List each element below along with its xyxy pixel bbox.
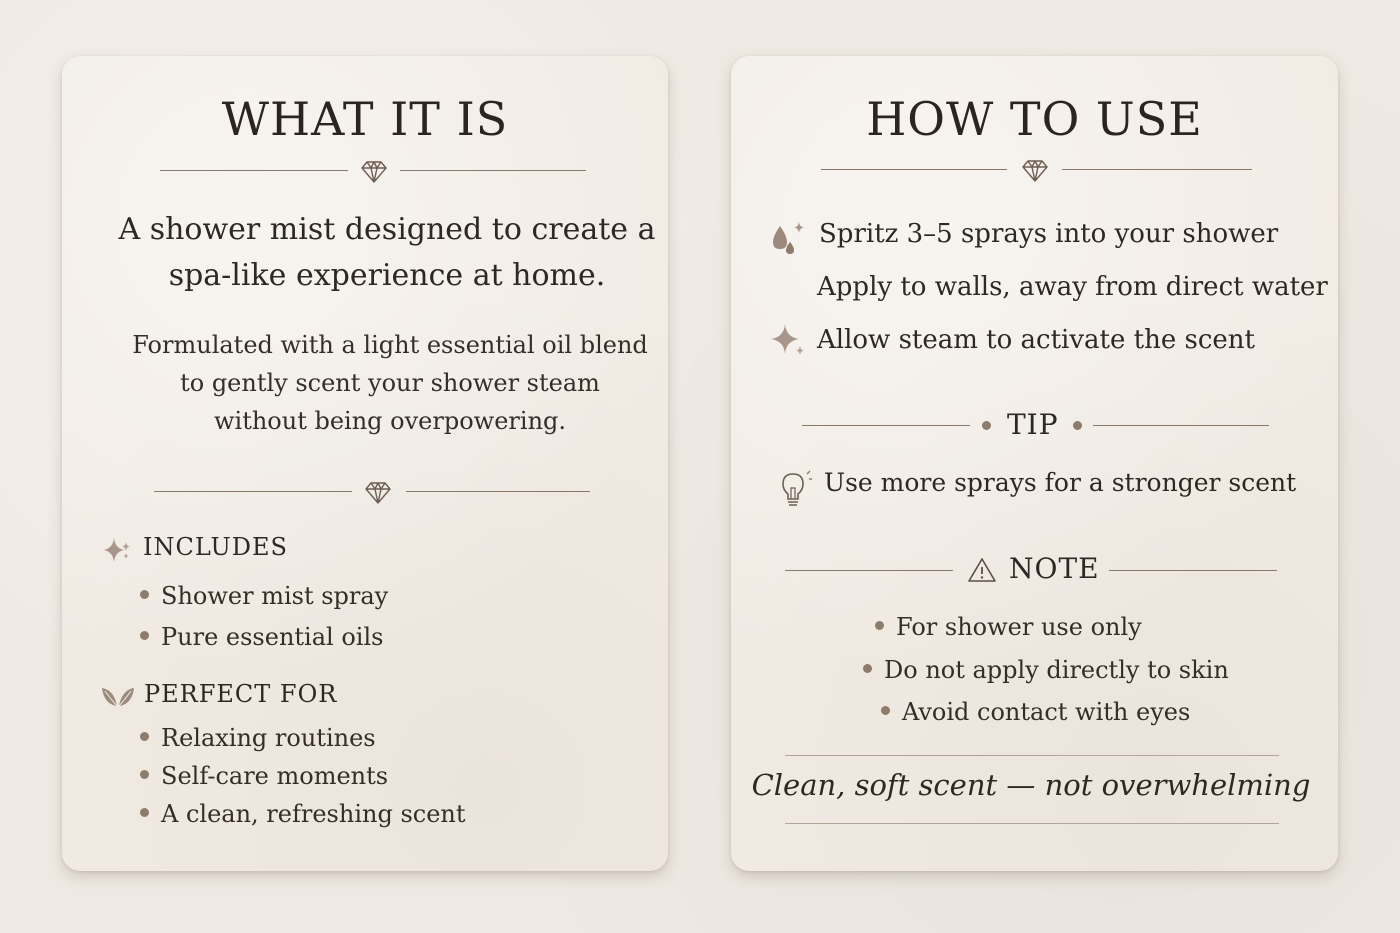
card-title: HOW TO USE xyxy=(866,92,1203,146)
divider-line xyxy=(1093,425,1269,426)
bullet-dot xyxy=(1073,421,1082,430)
bullet-dot xyxy=(140,808,149,817)
divider-line xyxy=(785,755,1279,756)
sparkle-icon xyxy=(769,322,807,362)
divider-line xyxy=(785,823,1279,824)
list-item: Pure essential oils xyxy=(140,623,383,651)
list-item: A clean, refreshing scent xyxy=(140,800,466,828)
body-line: to gently scent your shower steam xyxy=(180,369,600,397)
divider-line xyxy=(154,491,352,492)
tip-text: Use more sprays for a stronger scent xyxy=(824,468,1297,497)
body-line: without being overpowering. xyxy=(213,407,567,435)
list-item: Self-care moments xyxy=(140,762,388,790)
diamond-icon xyxy=(360,160,388,184)
bullet-dot xyxy=(140,590,149,599)
lead-line: A shower mist designed to create a xyxy=(118,212,656,247)
step-text: Spritz 3–5 sprays into your shower xyxy=(819,219,1279,249)
body-line: Formulated with a light essential oil blend xyxy=(132,331,648,359)
diamond-icon xyxy=(1021,159,1049,183)
divider-line xyxy=(785,570,953,571)
droplets-icon xyxy=(769,220,807,264)
what-it-is-card xyxy=(62,56,668,871)
bullet-dot xyxy=(140,631,149,640)
includes-heading: INCLUDES xyxy=(143,533,288,561)
bullet-dot xyxy=(881,706,890,715)
list-item: Shower mist spray xyxy=(140,582,388,610)
how-to-use-card xyxy=(731,56,1338,871)
divider-line xyxy=(160,170,348,171)
tagline: Clean, soft scent — not overwhelming xyxy=(751,768,1311,802)
step-text: Allow steam to activate the scent xyxy=(817,325,1255,355)
divider-line xyxy=(802,425,970,426)
divider-line xyxy=(400,170,586,171)
list-item: Avoid contact with eyes xyxy=(881,698,1190,726)
bullet-dot xyxy=(140,732,149,741)
leaf-icon xyxy=(100,682,136,712)
list-item: For shower use only xyxy=(875,613,1142,641)
lightbulb-icon xyxy=(777,468,813,512)
divider-line xyxy=(406,491,590,492)
bullet-dot xyxy=(875,621,884,630)
note-heading: NOTE xyxy=(1009,552,1100,585)
bullet-dot xyxy=(982,421,991,430)
diamond-icon xyxy=(364,481,392,505)
list-item: Relaxing routines xyxy=(140,724,376,752)
divider-line xyxy=(1062,169,1252,170)
bullet-dot xyxy=(140,770,149,779)
divider-line xyxy=(821,169,1007,170)
perfect-for-heading: PERFECT FOR xyxy=(144,680,338,708)
warning-icon xyxy=(967,556,997,588)
sparkle-icon xyxy=(102,536,132,568)
divider-line xyxy=(1109,570,1277,571)
bullet-dot xyxy=(863,664,872,673)
card-title: WHAT IT IS xyxy=(221,92,509,146)
lead-line: spa-like experience at home. xyxy=(168,258,606,293)
tip-heading: TIP xyxy=(1007,408,1059,441)
step-text: Apply to walls, away from direct water xyxy=(817,272,1328,302)
list-item: Do not apply directly to skin xyxy=(863,656,1229,684)
